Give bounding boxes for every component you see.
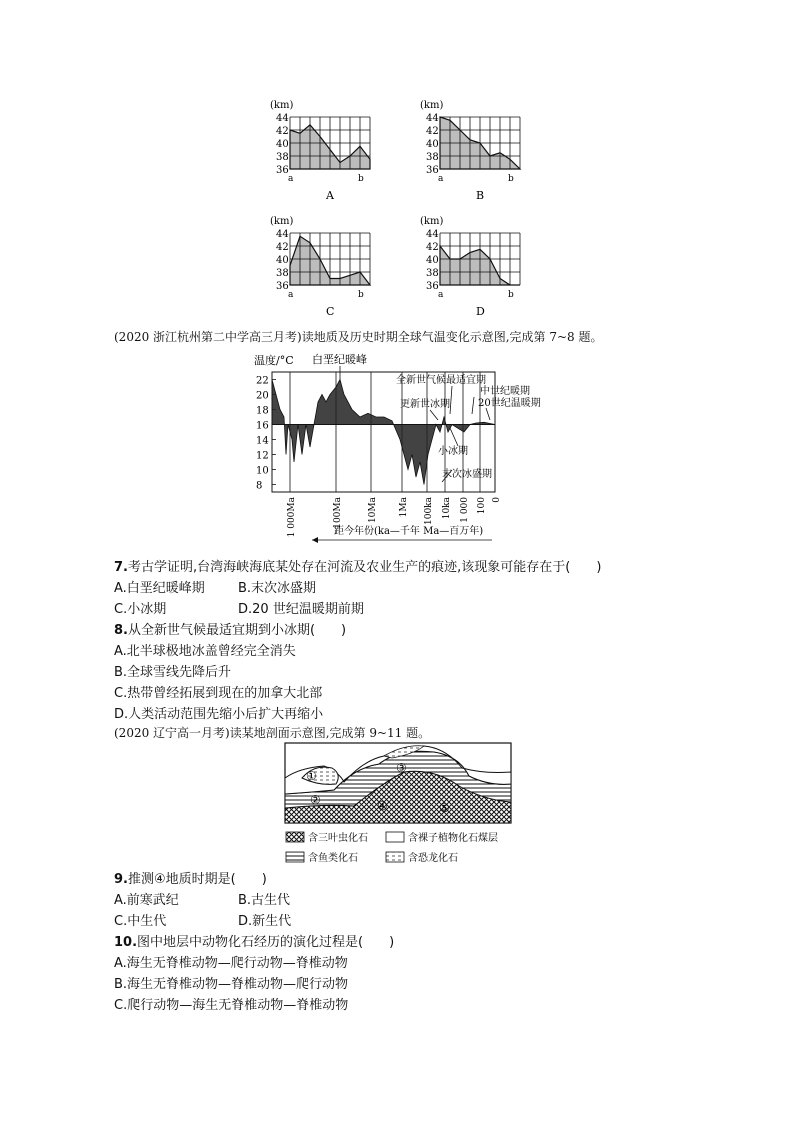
question-7	[114, 556, 601, 575]
profile-x-right: b	[508, 174, 514, 184]
profile-panel-A	[270, 100, 370, 202]
marker-4: ④	[377, 799, 388, 813]
profile-x-left: a	[438, 174, 444, 184]
q8-option-c[interactable]: C.热带曾经拓展到现在的加拿大北部	[114, 686, 323, 701]
temp-x-arrowhead	[312, 537, 318, 543]
temp-y-tick: 18	[256, 405, 269, 417]
marker-3: ③	[396, 761, 407, 775]
q8-option-d[interactable]: D.人类活动范围先缩小后扩大再缩小	[114, 707, 324, 722]
profile-unit: (km)	[420, 100, 444, 111]
profile-label: C	[326, 305, 335, 318]
profile-label: B	[476, 189, 485, 202]
temp-xlabel: 距今年份(ka—千年 Ma—百万年)	[334, 526, 484, 537]
label-20th-century: 20世纪温暖期	[478, 398, 541, 409]
label-medieval: 中世纪暖期	[480, 386, 530, 397]
profile-panel-D	[420, 216, 520, 318]
temp-y-tick: 22	[256, 375, 269, 387]
q9-stem: 推测④地质时期是( )	[127, 872, 267, 887]
temp-y-tick: 8	[256, 480, 263, 492]
profile-x-right: b	[358, 290, 364, 300]
temp-x-tick: 10ka	[442, 497, 452, 520]
legend-fish: 含鱼类化石	[308, 853, 358, 864]
q8-option-a[interactable]: A.北半球极地冰盖曾经完全消失	[114, 644, 296, 659]
temp-x-tick: 100	[477, 497, 487, 515]
q10-option-b[interactable]: B.海生无脊椎动物—脊椎动物—爬行动物	[114, 977, 349, 992]
profile-panel-B	[420, 100, 520, 202]
profile-x-left: a	[438, 290, 444, 300]
q7-option-b[interactable]: B.末次冰盛期	[238, 581, 317, 596]
temp-x-tick: 0	[492, 497, 502, 503]
profile-x-left: a	[288, 174, 294, 184]
temp-y-tick: 12	[256, 450, 269, 462]
q7-option-a[interactable]: A.白垩纪暖峰期	[114, 581, 205, 596]
profile-label: D	[476, 305, 485, 318]
profile-charts-svg	[250, 95, 550, 325]
q10-option-c[interactable]: C.爬行动物—海生无脊椎动物—脊椎动物	[114, 998, 349, 1013]
q8-number: 8.	[114, 623, 128, 638]
marker-2: ②	[310, 793, 321, 807]
legend-coal: 含裸子植物化石煤层	[408, 833, 498, 844]
temp-y-tick: 16	[256, 420, 269, 432]
q10-stem: 图中地层中动物化石经历的演化过程是( )	[137, 935, 395, 950]
question-8	[114, 619, 346, 638]
q9-option-a[interactable]: A.前寒武纪	[114, 893, 179, 908]
label-pleistocene: 更新世冰期	[400, 399, 450, 410]
temp-label-arrow	[450, 386, 452, 414]
profile-unit: (km)	[270, 100, 294, 111]
profile-y-tick: 38	[276, 268, 289, 279]
q9-number: 9.	[114, 872, 128, 887]
q7-option-c[interactable]: C.小冰期	[114, 602, 167, 617]
profile-y-tick: 42	[426, 242, 439, 253]
q7-number: 7.	[114, 560, 128, 575]
q8-stem: 从全新世气候最适宜期到小冰期( )	[127, 623, 347, 638]
geologic-section	[284, 742, 512, 868]
geologic-section-svg	[284, 742, 512, 868]
q9-option-b[interactable]: B.古生代	[238, 893, 291, 908]
profile-x-right: b	[358, 174, 364, 184]
temp-x-tick: 100Ma	[333, 497, 343, 529]
profile-unit: (km)	[270, 216, 294, 227]
label-holocene-optimum: 全新世气候最适宜期	[396, 375, 486, 386]
legend-dinosaur: 含恐龙化石	[408, 853, 458, 864]
profile-y-tick: 40	[276, 255, 289, 266]
profile-y-tick: 42	[276, 242, 289, 253]
profile-y-tick: 40	[426, 255, 439, 266]
temp-x-tick: 1 000Ma	[287, 497, 297, 538]
profile-y-tick: 36	[276, 165, 289, 176]
temp-label-arrow	[450, 428, 458, 446]
temp-label-arrow	[430, 410, 438, 420]
q7-stem: 考古学证明,台湾海峡海底某处存在河流及农业生产的痕迹,该现象可能存在于( )	[127, 560, 602, 575]
profile-y-tick: 38	[276, 152, 289, 163]
temp-ylabel: 温度/°C	[254, 354, 294, 367]
temp-y-tick: 14	[256, 435, 269, 447]
temp-x-tick: 1Ma	[399, 497, 409, 518]
question-10	[114, 931, 394, 950]
profile-y-tick: 36	[426, 281, 439, 292]
legend-trilobite: 含三叶虫化石	[308, 833, 368, 844]
marker-5: ⑤	[439, 801, 450, 815]
profile-unit: (km)	[420, 216, 444, 227]
label-cretaceous: 白垩纪暖峰	[312, 353, 367, 366]
profile-y-tick: 38	[426, 268, 439, 279]
temp-y-tick: 20	[256, 390, 269, 402]
label-last-glacial: 末次冰盛期	[442, 469, 492, 480]
profile-y-tick: 44	[426, 113, 439, 124]
q7-option-d[interactable]: D.20 世纪温暖期前期	[238, 602, 364, 617]
q8-option-b[interactable]: B.全球雪线先降后升	[114, 665, 232, 680]
profile-x-left: a	[288, 290, 294, 300]
profile-y-tick: 42	[276, 126, 289, 137]
temp-y-tick: 10	[256, 465, 269, 477]
profile-charts	[250, 95, 550, 325]
q9-option-c[interactable]: C.中生代	[114, 914, 167, 929]
temp-label-arrow	[472, 397, 474, 414]
profile-y-tick: 36	[426, 165, 439, 176]
temperature-chart-svg	[252, 350, 552, 548]
temp-x-tick: 1 000	[460, 497, 470, 523]
profile-panel-C	[270, 216, 370, 318]
profile-y-tick: 44	[276, 229, 289, 240]
q9-option-d[interactable]: D.新生代	[238, 914, 292, 929]
question-9	[114, 868, 267, 887]
profile-y-tick: 42	[426, 126, 439, 137]
temp-label-arrow	[486, 408, 490, 420]
q10-number: 10.	[114, 935, 138, 950]
profile-y-tick: 44	[426, 229, 439, 240]
intro-7-8: (2020 浙江杭州第二中学高三月考)读地质及历史时期全球气温变化示意图,完成第 7~8 题。	[114, 330, 603, 344]
profile-x-right: b	[508, 290, 514, 300]
marker-1: ①	[306, 769, 317, 783]
profile-y-tick: 40	[426, 139, 439, 150]
q10-option-a[interactable]: A.海生无脊椎动物—爬行动物—脊椎动物	[114, 956, 348, 971]
profile-label: A	[326, 189, 334, 202]
temperature-chart	[252, 350, 552, 548]
profile-y-tick: 44	[276, 113, 289, 124]
label-little-ice-age: 小冰期	[438, 446, 468, 457]
profile-y-tick: 38	[426, 152, 439, 163]
temp-x-tick: 10Ma	[368, 497, 378, 524]
profile-y-tick: 40	[276, 139, 289, 150]
intro-9-11: (2020 辽宁高一月考)读某地剖面示意图,完成第 9~11 题。	[114, 726, 431, 740]
temp-x-tick: 100ka	[424, 497, 434, 525]
profile-y-tick: 36	[276, 281, 289, 292]
